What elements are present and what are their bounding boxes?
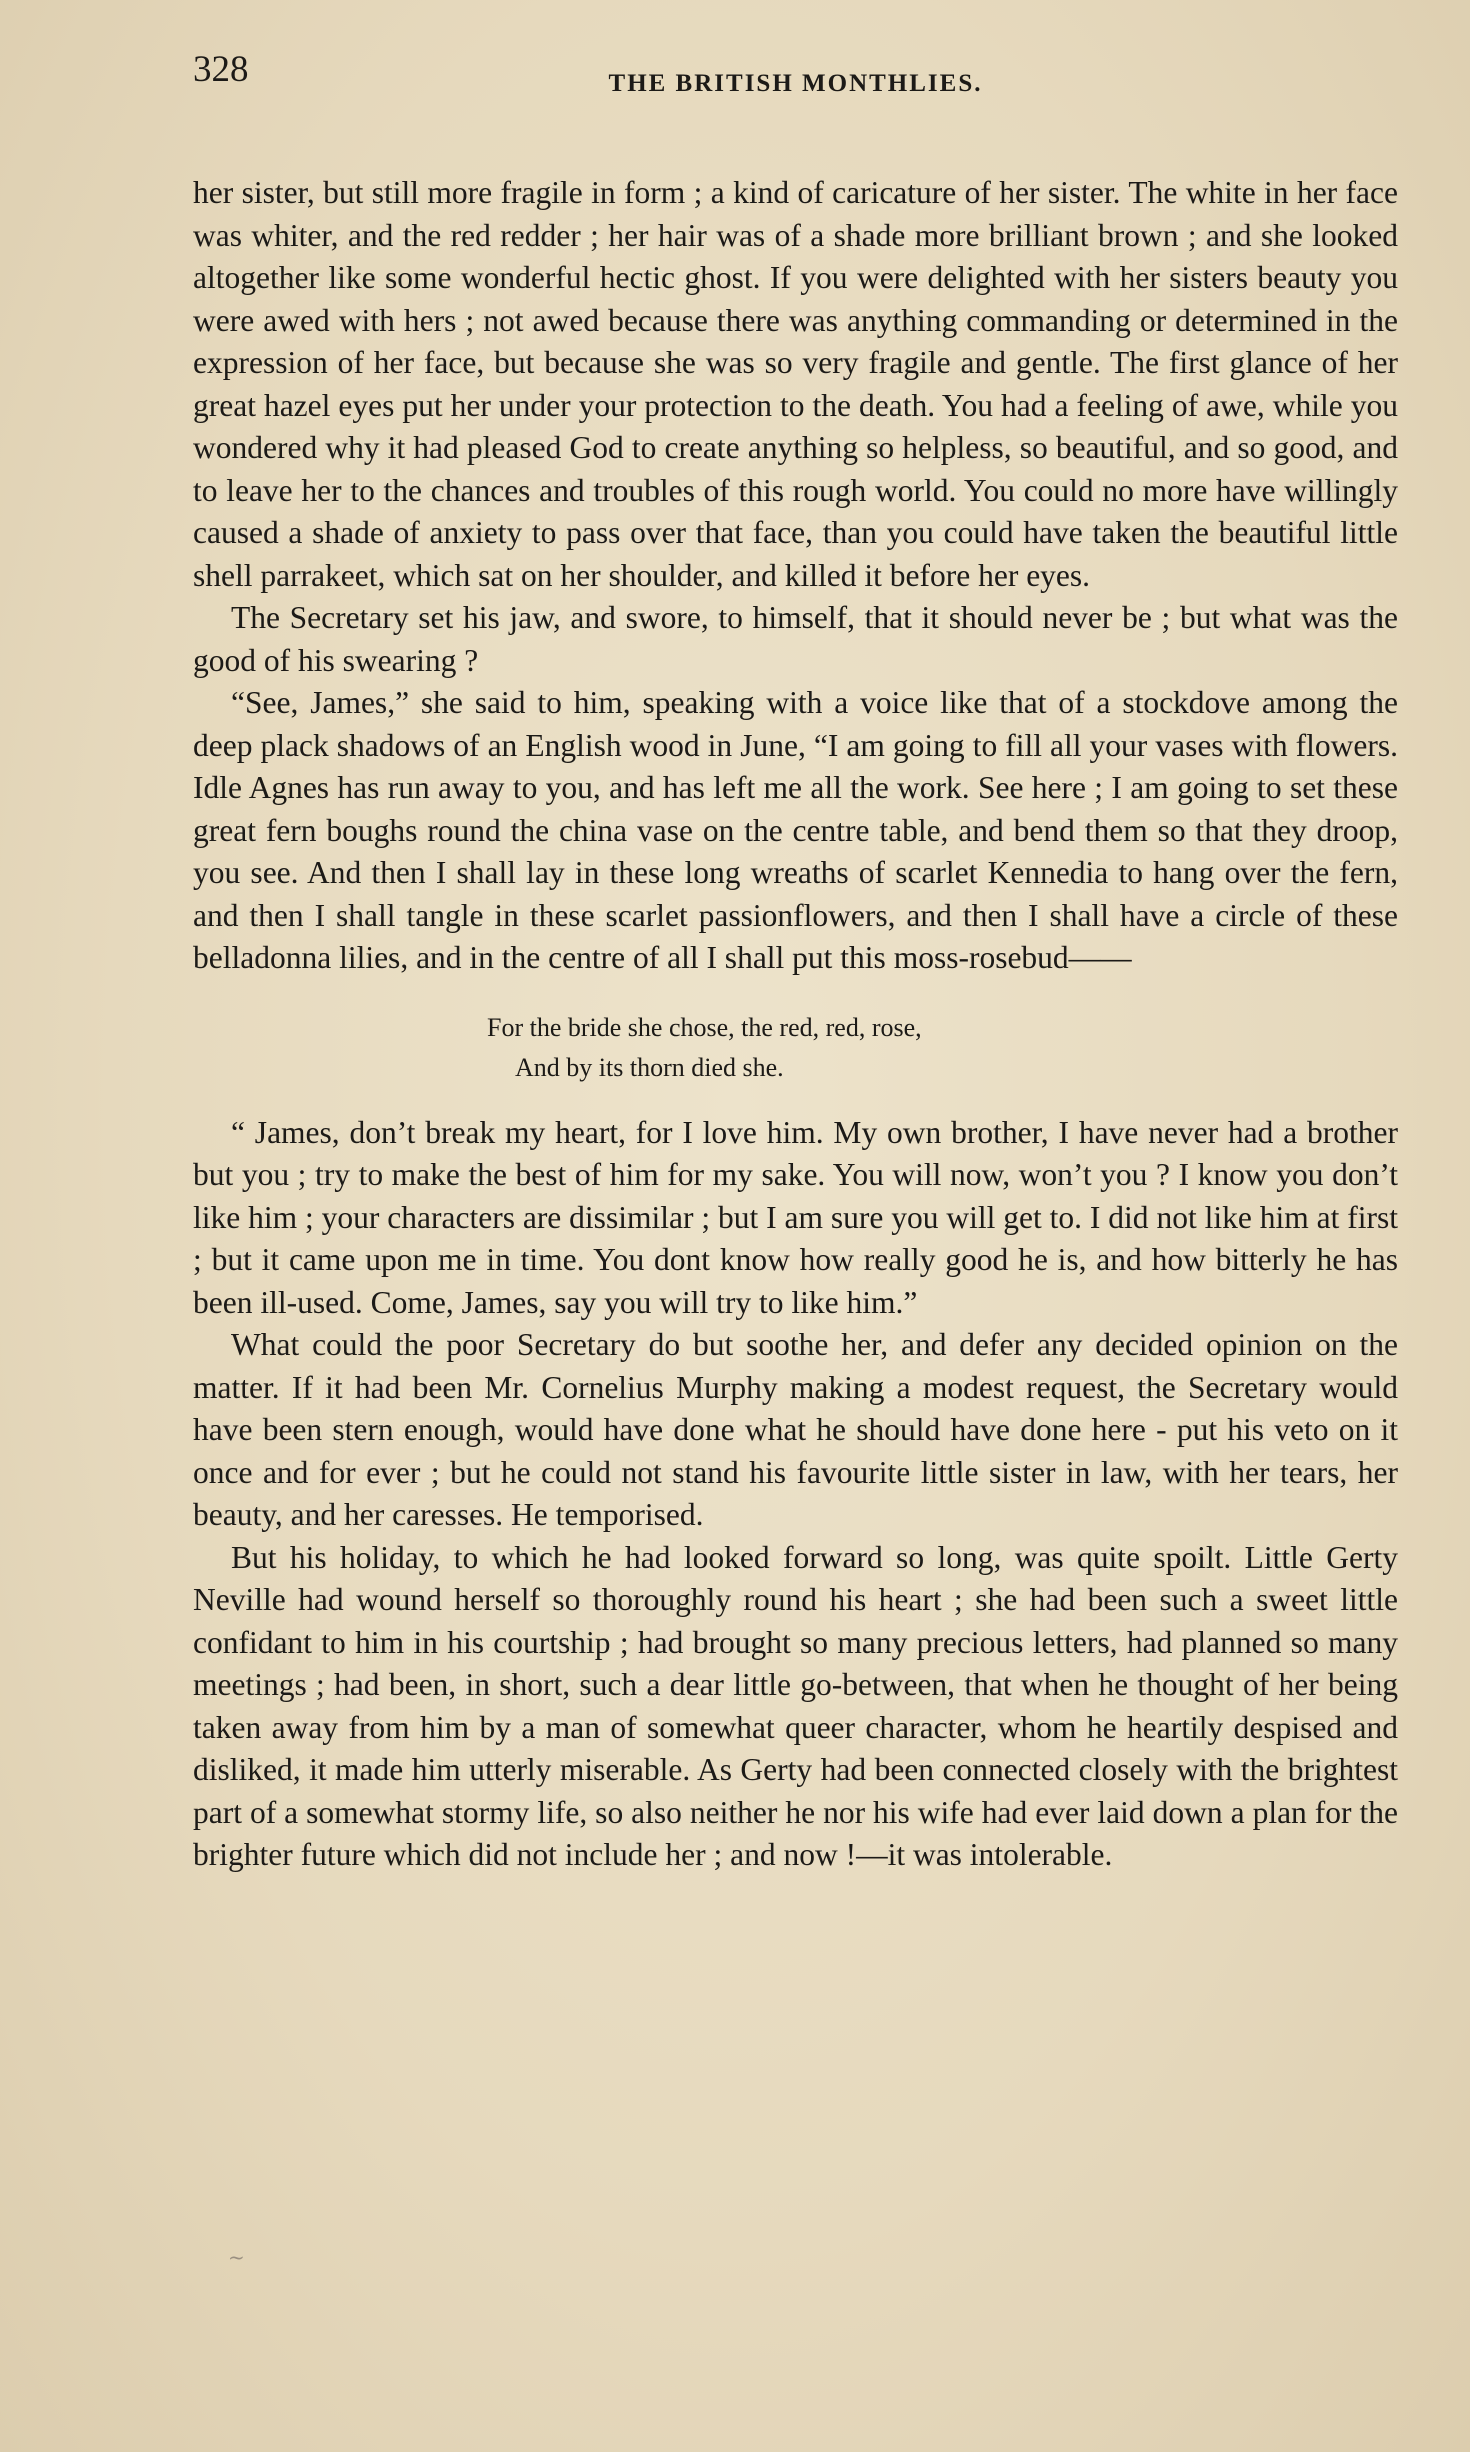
ink-smudge: ~ bbox=[228, 2245, 245, 2269]
paragraph: What could the poor Secretary do but soothe her, and defer any decided opinion on the matter. If it had been Mr. Cornelius Murphy making a modest request, the Secretary would have been stern enough, would have done what he should have done here - put his veto on it once and for ever ; but he could not stand his favourite little sister in law, with her tears, her beauty, and her caresses. He temporised. bbox=[193, 1327, 1398, 1532]
paragraph: “See, James,” she said to him, speaking with a voice like that of a stockdove among the deep plack shadows of an English wood in June, “I am going to fill all your vases with flowers. Idle Agnes has run away to you, and has left me all the work. See here ; I am going to set these great fern boughs round the china vase on the centre table, and bend them so that they droop, you see. And then I shall lay in these long wreaths of scarlet Kennedia to hang over the fern, and then I shall tangle in these scarlet passionflowers, and then I shall have a circle of these belladonna lilies, and in the centre of all I shall put this moss-rosebud—— bbox=[193, 685, 1398, 975]
verse-line: For the bride she chose, the red, red, rose, bbox=[487, 1012, 922, 1042]
page-number: 328 bbox=[193, 49, 249, 90]
paragraph: “ James, don’t break my heart, for I love him. My own brother, I have never had a brother but you ; try to make the best of him for my sake. You will now, won’t you ? I know you don’t like him ; your characters are dissimilar ; but I am sure you will get to. I did not like him at first ; but it came upon me in time. You dont know how really good he is, and how bitterly he has been ill-used. Come, James, say you will try to like him.” bbox=[193, 1114, 1398, 1320]
verse-quotation bbox=[193, 1008, 1398, 1088]
paragraph: But his holiday, to which he had looked forward so long, was quite spoilt. Little Gerty Neville had wound herself so thoroughly round his heart ; she had been such a sweet little confidant to him in his courtship ; had brought so many precious letters, had planned so many meetings ; had been, in short, such a dear little go-between, that when he thought of her being taken away from him by a man of somewhat queer character, whom he heartily despised and disliked, it made him utterly miserable. As Gerty had been connected closely with the brightest part of a somewhat stormy life, so also neither he nor his wife had ever laid down a plan for the brighter future which did not include her ; and now !—it was intolerable. bbox=[193, 1539, 1398, 1872]
book-page bbox=[193, 48, 1398, 1877]
body-text bbox=[193, 172, 1398, 1877]
paragraph: The Secretary set his jaw, and swore, to himself, that it should never be ; but what was the good of his swearing ? bbox=[193, 600, 1398, 678]
running-title: THE BRITISH MONTHLIES. bbox=[608, 70, 983, 97]
running-head bbox=[193, 48, 1398, 114]
paragraph: her sister, but still more fragile in form ; a kind of caricature of her sister. The white in her face was whiter, and the red redder ; her hair was of a shade more brilliant brown ; and she looked altogether like some wonderful hectic ghost. If you were delighted with her sisters beauty you were awed with hers ; not awed because there was anything commanding or determined in the expression of her face, but because she was so very fragile and gentle. The first glance of her great hazel eyes put her under your protection to the death. You had a feeling of awe, while you wondered why it had pleased God to create anything so helpless, so beautiful, and so good, and to leave her to the chances and troubles of this rough world. You could no more have willingly caused a shade of anxiety to pass over that face, than you could have taken the beautiful little shell parrakeet, which sat on her shoulder, and killed it before her eyes. bbox=[193, 175, 1398, 593]
verse-line: And by its thorn died she. bbox=[515, 1052, 784, 1082]
